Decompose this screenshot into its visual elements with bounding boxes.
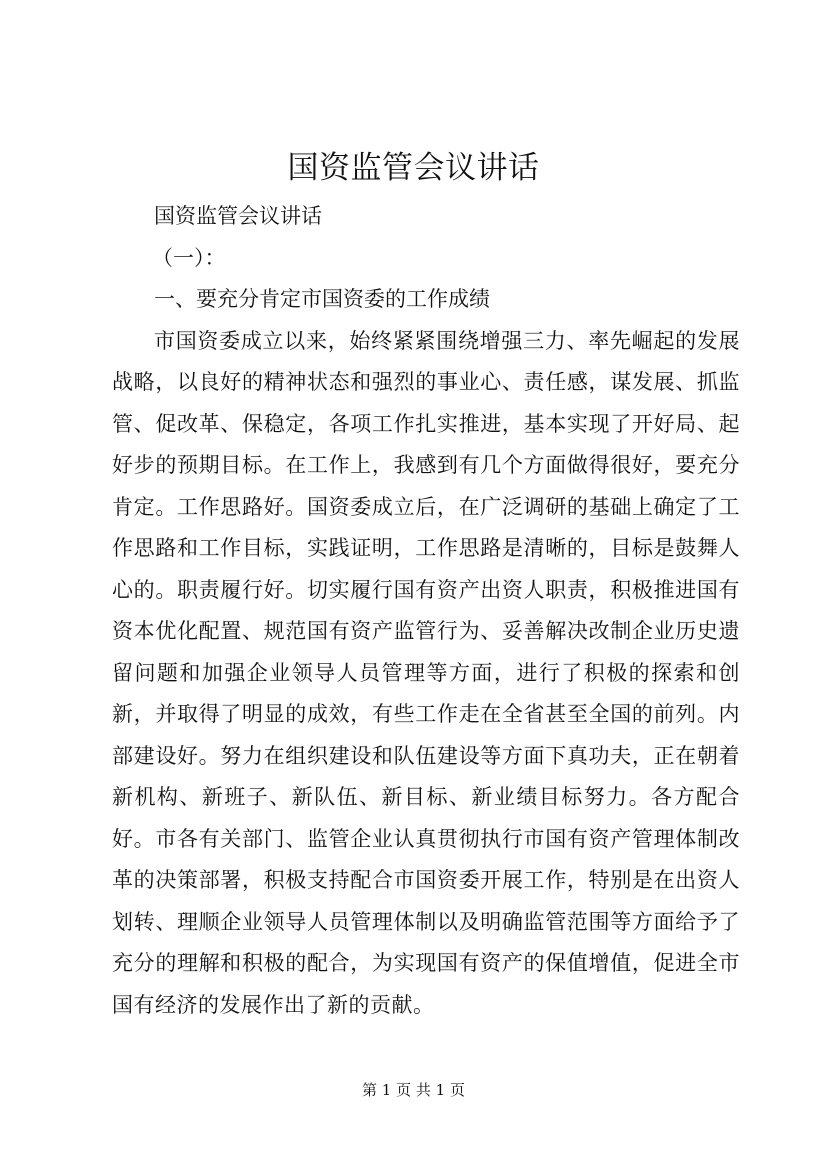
section-marker: （一）： [152,245,226,270]
section-heading: 一、要充分肯定市国资委的工作成绩 [154,287,490,311]
page-footer: 第 1 页 共 1 页 [362,1081,465,1099]
document-title: 国资监管会议讲话 [287,150,540,186]
document-subtitle: 国资监管会议讲话 [154,204,322,228]
body-paragraph: 市国资委成立以来，始终紧紧围绕增强三力、率先崛起的发展战略，以良好的精神状态和强烈的事业心、责任感，谋发展、抓监管、促改革、保稳定，各项工作扎实推进，基本实现了开好局、起好步的预期目标。在工作上，我感到有几个方面做得很好，要充分肯定。工作思路好。国资委成立后，在广泛调研的基础上确定了工作思路和工作目标，实践证明，工作思路是清晰的，目标是鼓舞人心的。职责履行好。切实履行国有资产出资人职责，积极推进国有资本优化配置、规范国有资产监管行为、妥善解决改制企业历史遗留问题和加强企业领导人员管理等方面，进行了积极的探索和创新，并取得了明显的成效，有些工作走在全省甚至全国的前列。内部建设好。努力在组织建设和队伍建设等方面下真功夫，正在朝着新机构、新班子、新队伍、新目标、新业绩目标努力。各方配合好。市各有关部门、监管企业认真贯彻执行市国有资产管理体制改革的决策部署，积极支持配合市国资委开展工作，特别是在出资人划转、理顺企业领导人员管理体制以及明确监管范围等方面给予了充分的理解和积极的配合，为实现国有资产的保值增值，促进全市国有经济的发展作出了新的贡献。 [112,328,740,1017]
document-body [112,196,740,1026]
